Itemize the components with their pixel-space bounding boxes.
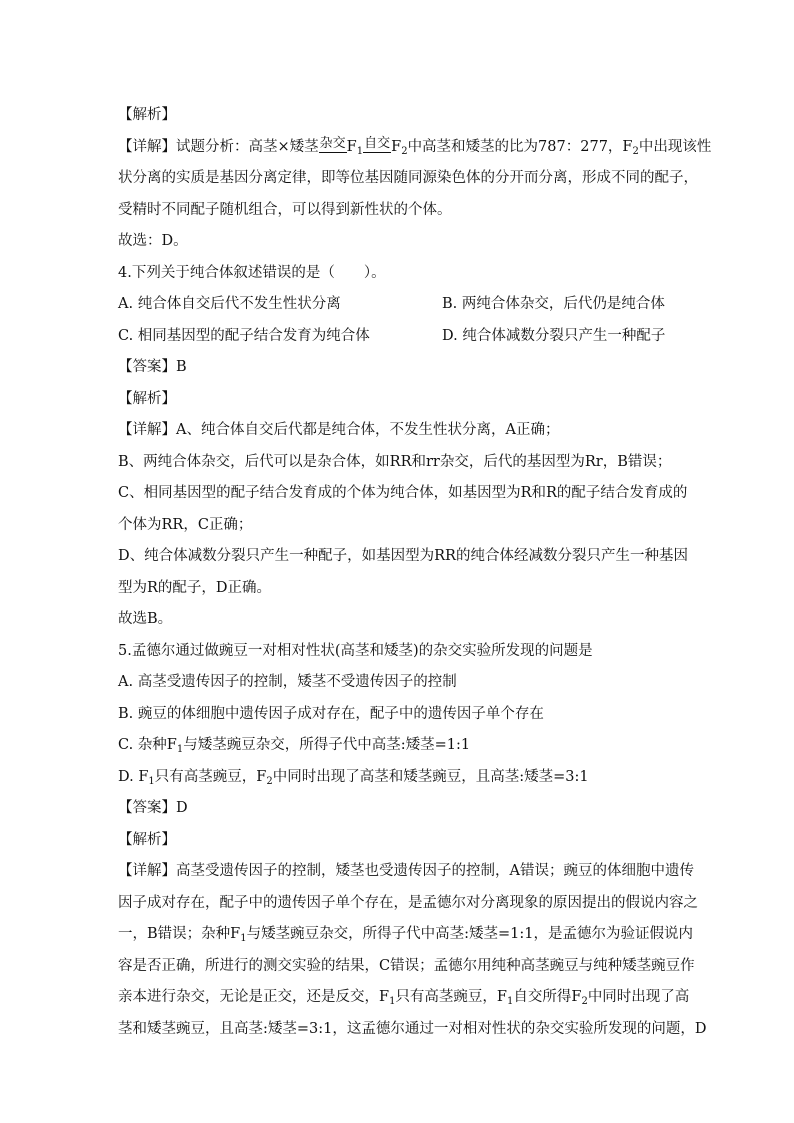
hybrid-arrow: 杂交 (319, 135, 346, 151)
detail-heading: 【详解】 (118, 863, 176, 879)
option-text: 只有高茎豌豆，F (154, 768, 267, 785)
option-text: 中同时出现了高茎和矮茎豌豆，且高茎:矮茎=3:1 (272, 768, 589, 785)
detail-line: 受精时不同配子随机组合，可以得到新性状的个体。 (118, 201, 452, 218)
answer-line: 【答案】D (118, 800, 188, 816)
choose-line: 故选B。 (118, 611, 173, 627)
detail-text: 中同时出现了高 (587, 989, 690, 1005)
detail-heading: 【详解】 (118, 138, 176, 155)
option-c: C. 相同基因型的配子结合发育为纯合体 (118, 327, 370, 344)
subscript: 1 (240, 933, 247, 944)
detail-line (118, 132, 712, 164)
option-d (118, 762, 678, 794)
option-c (118, 730, 678, 762)
detail-line: 型为R的配子，D正确。 (118, 579, 272, 596)
detail-heading: 【详解】 (118, 422, 176, 438)
subscript: 1 (356, 145, 364, 157)
option-row (118, 321, 678, 353)
detail-text: 试题分析：高茎×矮茎 (176, 138, 319, 155)
subscript: 2 (632, 145, 639, 157)
answer-line: 【答案】B (118, 359, 187, 375)
detail-line: C、相同基因型的配子结合发育成的个体为纯合体，如基因型为R和R的配子结合发育成的 (118, 485, 688, 501)
option-text: D. F (118, 768, 149, 785)
detail-line: 容是否正确，所进行的测交实验的结果，C错误；孟德尔用纯种高茎豌豆与纯种矮茎豌豆作 (118, 957, 695, 974)
option-a: A. 高茎受遗传因子的控制，矮茎不受遗传因子的控制 (118, 674, 457, 690)
detail-text: A、纯合体自交后代都是纯合体，不发生性状分离，A正确； (176, 422, 560, 438)
detail-text: 只有高茎豌豆，F (395, 989, 507, 1005)
subscript: 2 (401, 145, 408, 157)
detail-text: 中出现该性 (638, 138, 712, 155)
subscript: 1 (148, 775, 155, 787)
detail-text: 高茎受遗传因子的控制，矮茎也受遗传因子的控制，A错误；豌豆的体细胞中遗传 (176, 863, 694, 879)
detail-line: 个体为RR，C正确； (118, 516, 253, 533)
detail-text: 中高茎和矮茎的比为787：277，F (407, 138, 633, 155)
subscript: 2 (581, 996, 588, 1007)
f2-label: F (391, 138, 402, 155)
option-b: B. 两纯合体杂交，后代仍是纯合体 (442, 296, 665, 312)
subscript: 1 (389, 996, 396, 1007)
detail-text: 与矮茎豌豆杂交，所得子代中高茎:矮茎=1:1，是孟德尔为验证假说内 (246, 926, 693, 942)
option-text: C. 杂种F (118, 737, 177, 753)
subscript: 2 (266, 775, 273, 787)
detail-text: 亲本进行杂交，无论是正交，还是反交，F (118, 989, 390, 1005)
detail-line (118, 919, 693, 951)
option-d: D. 纯合体减数分裂只产生一种配子 (442, 327, 666, 344)
detail-text: 一，B错误；杂种F (118, 926, 241, 942)
detail-line: 因子成对存在，配子中的遗传因子单个存在，是孟德尔对分离现象的原因提出的假说内容之 (118, 894, 698, 911)
detail-line: B、两纯合体杂交，后代可以是杂合体，如RR和rr杂交，后代的基因型为Rr，B错误； (118, 453, 672, 470)
question-5: 5.孟德尔通过做豌豆一对相对性状(高茎和矮茎)的杂交实验所发现的问题是 (118, 642, 593, 659)
analysis-heading: 【解析】 (118, 831, 176, 848)
detail-line (118, 982, 690, 1014)
subscript: 1 (176, 744, 184, 755)
f1-label: F (346, 138, 357, 155)
self-cross-arrow: 自交 (364, 135, 391, 151)
detail-line: 茎和矮茎豌豆，且高茎:矮茎=3:1，这孟德尔通过一对相对性状的杂交实验所发现的问题，D (118, 1020, 707, 1037)
detail-line: D、纯合体减数分裂只产生一种配子，如基因型为RR的纯合体经减数分裂只产生一种基因 (118, 548, 688, 564)
analysis-heading: 【解析】 (118, 107, 176, 123)
question-4: 4.下列关于纯合体叙述错误的是（ ）。 (118, 264, 386, 281)
option-b: B. 豌豆的体细胞中遗传因子成对存在，配子中的遗传因子单个存在 (118, 705, 544, 722)
choose-line: 故选：D。 (118, 233, 188, 249)
document-page (118, 100, 712, 1045)
detail-text: 自交所得F (513, 989, 582, 1005)
analysis-heading: 【解析】 (118, 390, 176, 407)
detail-line (118, 415, 678, 447)
option-text: 与矮茎豌豆杂交，所得子代中高茎:矮茎=1:1 (183, 737, 471, 753)
detail-line (118, 856, 694, 888)
option-a: A. 纯合体自交后代不发生性状分离 (118, 296, 341, 312)
option-row (118, 289, 678, 321)
subscript: 1 (507, 996, 514, 1007)
detail-line: 状分离的实质是基因分离定律，即等位基因随同源染色体的分开而分离，形成不同的配子， (118, 170, 698, 186)
